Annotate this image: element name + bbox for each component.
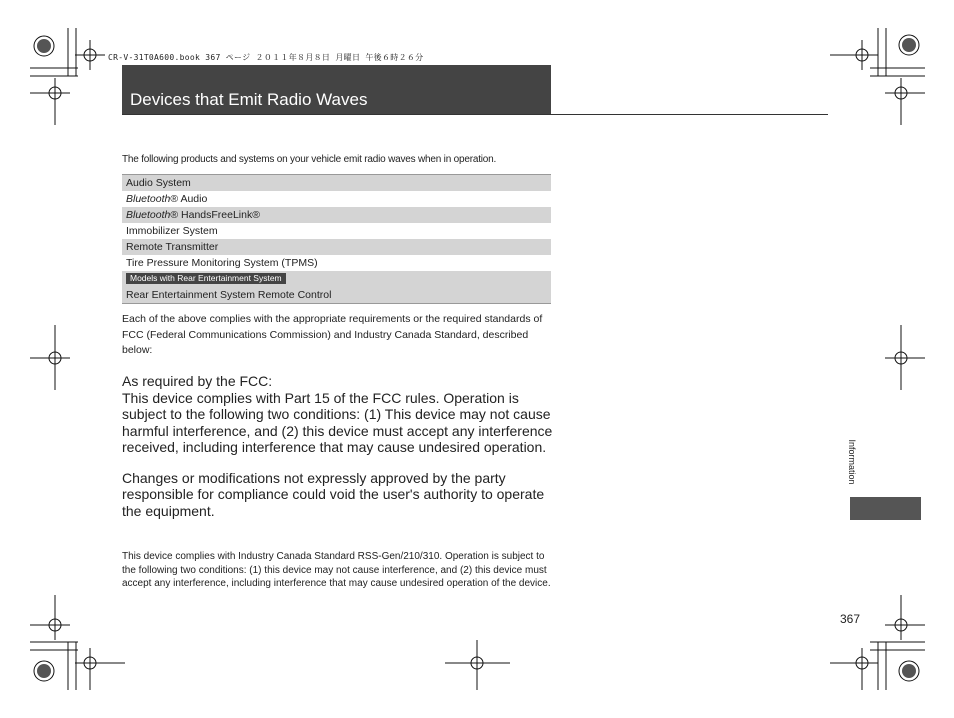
page-header-info: CR-V-31T0A600.book 367 ページ ２０１１年８月８日 月曜日 午後６時２６分	[108, 53, 424, 62]
product-row-handsfreelink	[122, 207, 551, 223]
product-row-bluetooth-audio	[122, 191, 551, 207]
product-row-immobilizer	[122, 223, 551, 239]
product-label: Audio System	[126, 177, 191, 189]
title-rule	[122, 114, 828, 115]
product-row-audio	[122, 175, 551, 191]
compliance-text: Each of the above complies with the appropriate requirements or the required standards of FCC (Federal Communications Commission) and Industry Canada Standard, described below:	[122, 313, 543, 356]
section-tab	[850, 497, 921, 520]
product-label: Rear Entertainment System Remote Control	[126, 289, 332, 301]
fcc-statement	[122, 373, 554, 519]
product-row-remote	[122, 239, 551, 255]
model-badge: Models with Rear Entertainment System	[126, 273, 286, 284]
fcc-paragraph-1: As required by the FCC: This device complies with Part 15 of the FCC rules. Operation is subject to the following two conditions: (1) This device may not cause harmful interference, and (2) this device must accept any interference received, including interference that may cause undesired operation.	[122, 373, 553, 455]
section-side-label	[842, 430, 862, 494]
products-table	[122, 174, 551, 304]
industry-canada-statement: This device complies with Industry Canada Standard RSS-Gen/210/310. Operation is subject to the following two conditions: (1) this device may not cause interference, and (2) this device must accept any interference, including interference that may cause undesired operation of the device.	[122, 551, 551, 589]
product-label: Remote Transmitter	[126, 241, 219, 253]
brand-text: Bluetooth	[126, 193, 171, 205]
product-row-tpms	[122, 255, 551, 271]
product-label: Tire Pressure Monitoring System (TPMS)	[126, 257, 318, 269]
title-bar	[122, 65, 551, 114]
page-number: 367	[840, 612, 861, 626]
product-row-rear-badge	[122, 271, 551, 287]
fcc-paragraph-2: Changes or modifications not expressly approved by the party responsible for compliance could void the user's authority to operate the equipment.	[122, 469, 545, 519]
product-label: Immobilizer System	[126, 225, 218, 237]
brand-text: Bluetooth	[126, 209, 171, 221]
product-label: ® HandsFreeLink®	[170, 209, 260, 221]
product-row-rear-remote	[122, 287, 551, 303]
side-label-text: Information	[847, 439, 857, 485]
product-label: ® Audio	[170, 193, 208, 205]
page-title: Devices that Emit Radio Waves	[130, 90, 368, 109]
intro-text: The following products and systems on your vehicle emit radio waves when in operation.	[122, 154, 497, 165]
